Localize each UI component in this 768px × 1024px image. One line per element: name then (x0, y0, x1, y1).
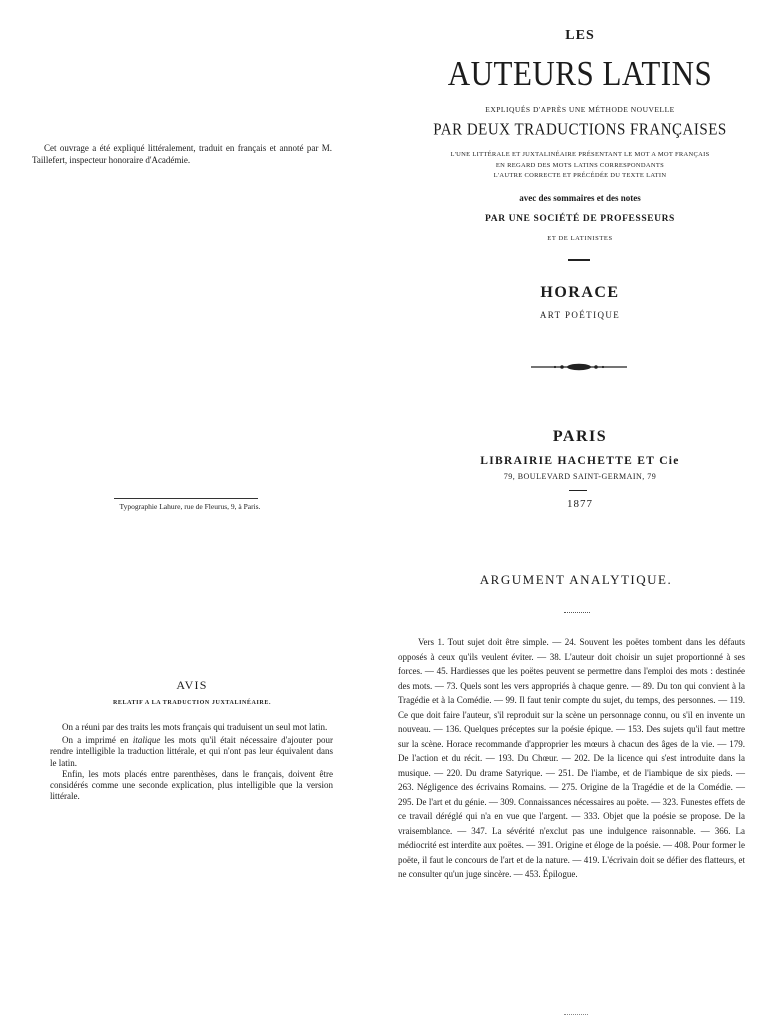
argument-body: Vers 1. Tout sujet doit être simple. — 24. Souvent les poëtes tombent dans les défauts opposés à ceux qu'ils veulent éviter. — 38. L'auteur doit choisir un sujet proportionné à ses forces. — 45. Hardiesses que les poëtes peuvent se permettre dans l'emploi des mots : destinée des mots. — 73. Quels sont les vers appropriés à chaque genre. — 89. Du ton qui convient à la Tragédie et à la Comédie. — 99. Il faut tenir compte du sujet, du temps, des personnes. — 119. Ce que doit faire l'auteur, s'il reproduit sur la scène un personnage connu, ou s'il en invente un nouveau. — 136. Quelques préceptes sur la poésie épique. — 153. Des sujets qu'il faut mettre sur la scène. Horace recommande d'approprier les mœurs à chacun des âges de la vie. — 179. De l'action et du récit. — 193. Du Chœur. — 202. De la licence qui s'est introduite dans la musique. — 220. Du drame Satyrique. — 251. De l'iambe, et de l'iambique de six pieds. — 263. Négligence des écrivains Romains. — 275. Origine de la Tragédie et de la Comédie. — 295. De l'art et du génie. — 309. Connaissances nécessaires au poëte. — 323. Funestes effets de ce travail déréglé qui n'a en vue que l'argent. — 333. Objet que la poésie se propose. De la vraisemblance. — 347. La sévérité n'exclut pas une indulgence raisonnable. — 366. La médiocrité est interdite aux poëtes. — 391. Origine et éloge de la poésie. — 408. Pour former le poëte, il faut le concours de l'art et de la nature. — 419. L'écrivain doit se défier des flatteurs, et ne consulter qu'un juge sincère. — 453. Épilogue. (398, 637, 745, 879)
editor-note: Cet ouvrage a été expliqué littéralement, traduit en français et annoté par M. Taillefert, inspecteur honoraire d'Académie. (32, 143, 332, 165)
avis-page (0, 520, 384, 1024)
avis-text: On a imprimé en (62, 735, 133, 746)
description-line: L'AUTRE CORRECTE ET PRÉCÉDÉE DU TEXTE LATIN (493, 172, 667, 179)
title-page (384, 0, 768, 520)
argument-page (384, 520, 768, 1024)
argument-title: ARGUMENT ANALYTIQUE. (479, 572, 673, 587)
footer-rule (564, 1014, 588, 1015)
printer-rule (114, 498, 258, 499)
avis-italic-word: italique (132, 735, 161, 746)
avis-paragraph: Enfin, les mots placés entre parenthèses, dans le français, doivent être considérés comme une seconde explication, plus intelligible que la version littérale. (50, 768, 333, 802)
title-rule (568, 259, 590, 261)
year-rule (569, 490, 587, 491)
avis-paragraph: On a réuni par des traits les mots français qui traduisent un seul mot latin. (62, 722, 328, 732)
front-matter-page (0, 0, 384, 520)
translations-line: PAR DEUX TRADUCTIONS FRANÇAISES (433, 120, 727, 140)
avis-body (50, 722, 333, 802)
ornament-icon (529, 361, 629, 373)
notes-line: avec des sommaires et des notes (519, 193, 641, 203)
printer-line: Typographie Lahure, rue de Fleurus, 9, à Paris. (119, 502, 261, 511)
work-title: ART POÉTIQUE (539, 310, 621, 320)
avis-subtitle: RELATIF A LA TRADUCTION JUXTALINÉAIRE. (112, 700, 272, 706)
avis-text: les mots qu'il était nécessaire d'ajouter pour rendre intelligible la traduction littérale, et qui n'ont pas leur équivalent dans le latin. (50, 735, 333, 768)
year: 1877 (567, 498, 593, 510)
title-les: LES (565, 28, 595, 43)
method-line: EXPLIQUÉS D'APRÈS UNE MÉTHODE NOUVELLE (485, 105, 675, 114)
description-line: EN REGARD DES MOTS LATINS CORRESPONDANTS (495, 161, 665, 169)
address: 79, BOULEVARD SAINT-GERMAIN, 79 (503, 472, 657, 481)
description-block (400, 150, 760, 182)
argument-rule (564, 612, 590, 613)
publisher: LIBRAIRIE HACHETTE ET Cie (480, 455, 680, 467)
description-line: L'UNE LITTÉRALE ET JUXTALINÉAIRE PRÉSENTANT LE MOT A MOT FRANÇAIS (450, 151, 710, 158)
avis-paragraph (50, 735, 333, 769)
latinists-line: ET DE LATINISTES (547, 235, 613, 242)
author-name: HORACE (540, 284, 620, 301)
society-line: PAR UNE SOCIÉTÉ DE PROFESSEURS (485, 214, 675, 224)
book-title: AUTEURS LATINS (447, 53, 713, 94)
avis-title: AVIS (176, 678, 208, 692)
city: PARIS (552, 428, 608, 445)
